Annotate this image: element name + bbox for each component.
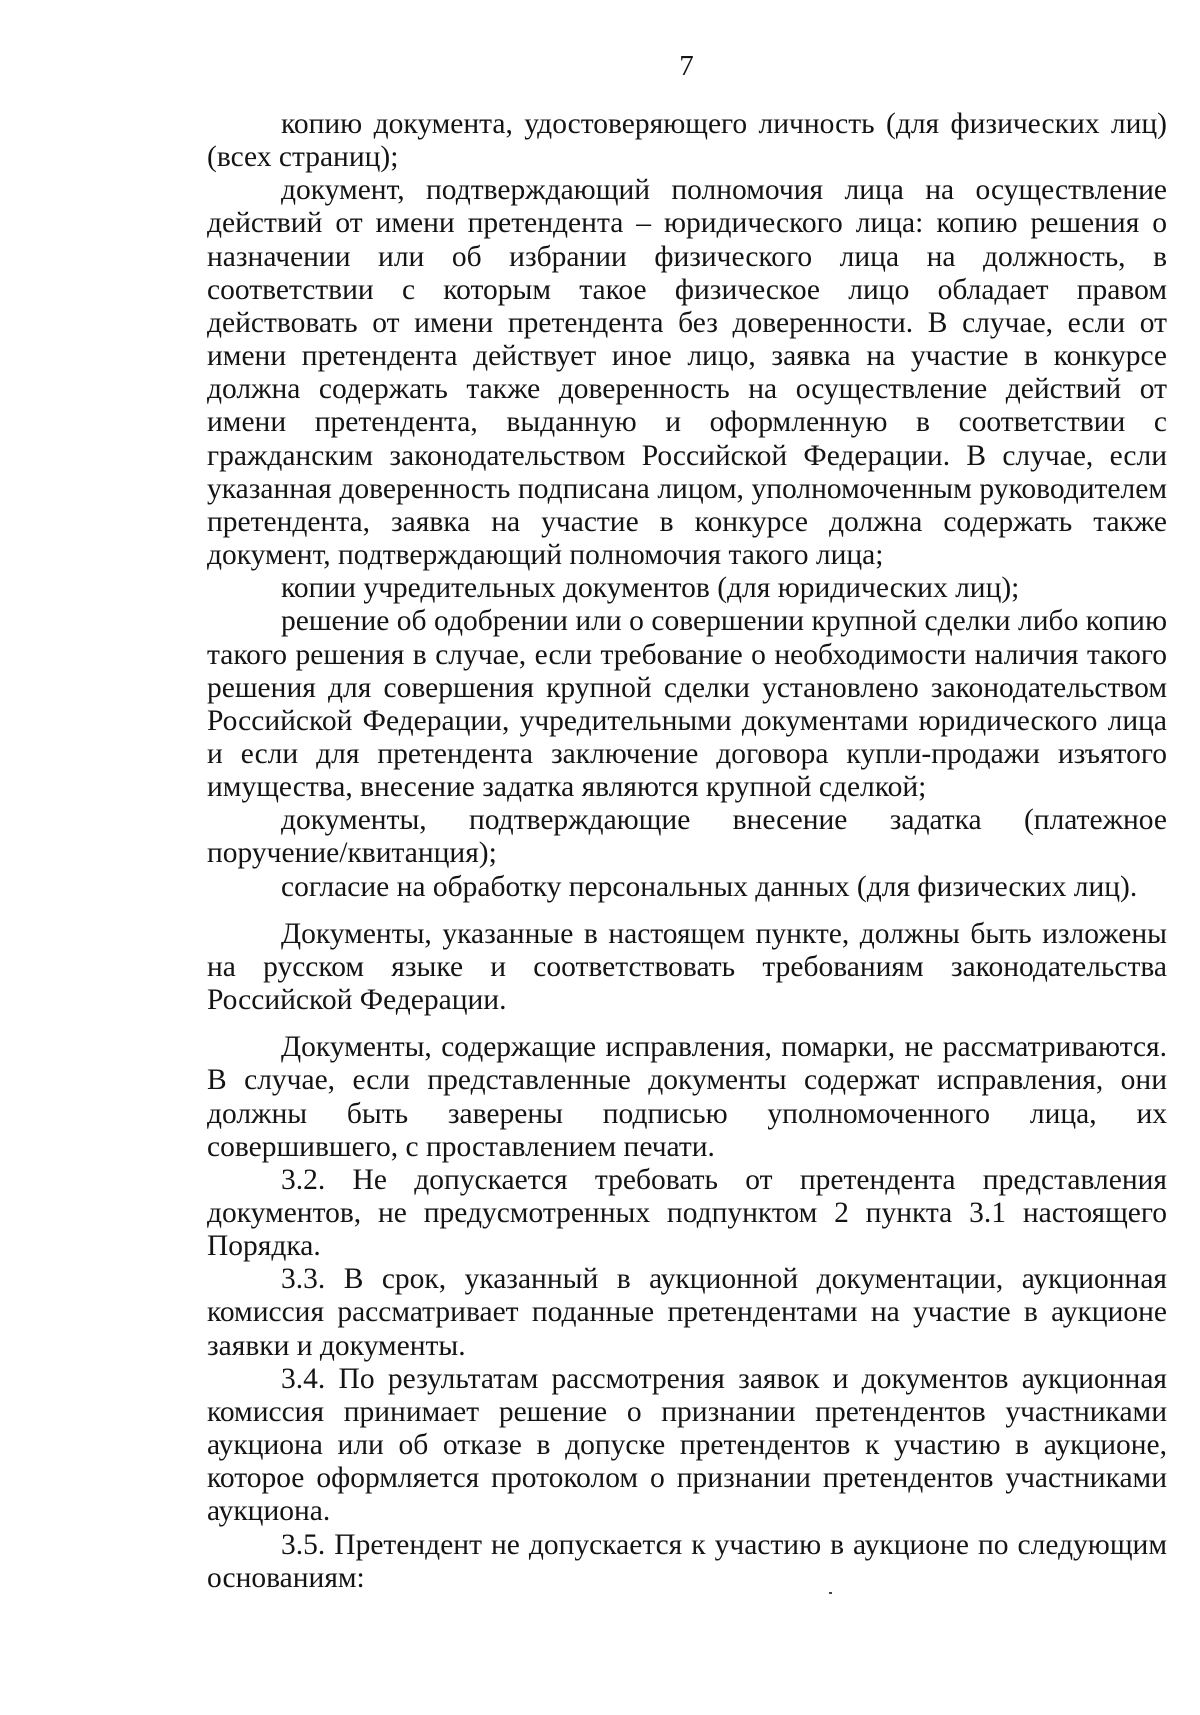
- scan-speck: [829, 1592, 832, 1594]
- paragraph-authority-document: документ, подтверждающий полномочия лица на осуществление действий от имени претендента – юридического лица: копию решения о назначении или об избрании физического лица на должность, в соответствии с которым такое физическое лицо обладает правом действовать от имени претендента без доверенности. В случае, если от имени претендента действует иное лицо, заявка на участие в конкурсе должна содержать также доверенность на осуществление действий от имени претендента, выданную и оформленную в соответствии с гражданским законодательством Российской Федерации. В случае, если указанная доверенность подписана лицом, уполномоченным руководителем претендента, заявка на участие в конкурсе должна содержать также документ, подтверждающий полномочия такого лица;: [207, 174, 1167, 572]
- clause-3-4: 3.4. По результатам рассмотрения заявок и документов аукционная комиссия принимает решение о признании претендентов участниками аукциона или об отказе в допуске претендентов к участию в аукционе, которое оформляется протоколом о признании претендентов участниками аукциона.: [207, 1362, 1167, 1528]
- clause-3-2: 3.2. Не допускается требовать от претендента представления документов, не предусмотренных подпунктом 2 пункта 3.1 настоящего Порядка.: [207, 1163, 1167, 1263]
- clause-3-3: 3.3. В срок, указанный в аукционной документации, аукционная комиссия рассматривает поданные претендентами на участие в аукционе заявки и документы.: [207, 1263, 1167, 1362]
- document-body: [207, 108, 1167, 1595]
- paragraph-founding-documents: копии учредительных документов (для юридических лиц);: [281, 572, 1020, 605]
- paragraph-identity-document-copy: копию документа, удостоверяющего личность (для физических лиц) (всех страниц);: [207, 108, 1167, 174]
- paragraph-major-transaction-approval: решение об одобрении или о совершении крупной сделки либо копию такого решения в случае, если требование о необходимости наличия такого решения для совершения крупной сделки установлено законодательством Российской Федерации, учредительными документами юридического лица и если для претендента заключение договора купли-продажи изъятого имущества, внесение задатка являются крупной сделкой;: [207, 605, 1167, 804]
- paragraph-corrections: Документы, содержащие исправления, помарки, не рассматриваются. В случае, если представленные документы содержат исправления, они должны быть заверены подписью уполномоченного лица, их совершившего, с проставлением печати.: [207, 1031, 1167, 1163]
- paragraph-personal-data-consent: согласие на обработку персональных данных (для физических лиц).: [281, 870, 1138, 903]
- clause-3-5: 3.5. Претендент не допускается к участию в аукционе по следующим основаниям:: [207, 1528, 1167, 1594]
- paragraph-language-requirement: Документы, указанные в настоящем пункте, должны быть изложены на русском языке и соответствовать требованиям законодательства Российской Федерации.: [207, 917, 1167, 1017]
- page-number: 7: [679, 50, 694, 82]
- paragraph-deposit-documents: документы, подтверждающие внесение задатка (платежное поручение/квитанция);: [207, 804, 1167, 870]
